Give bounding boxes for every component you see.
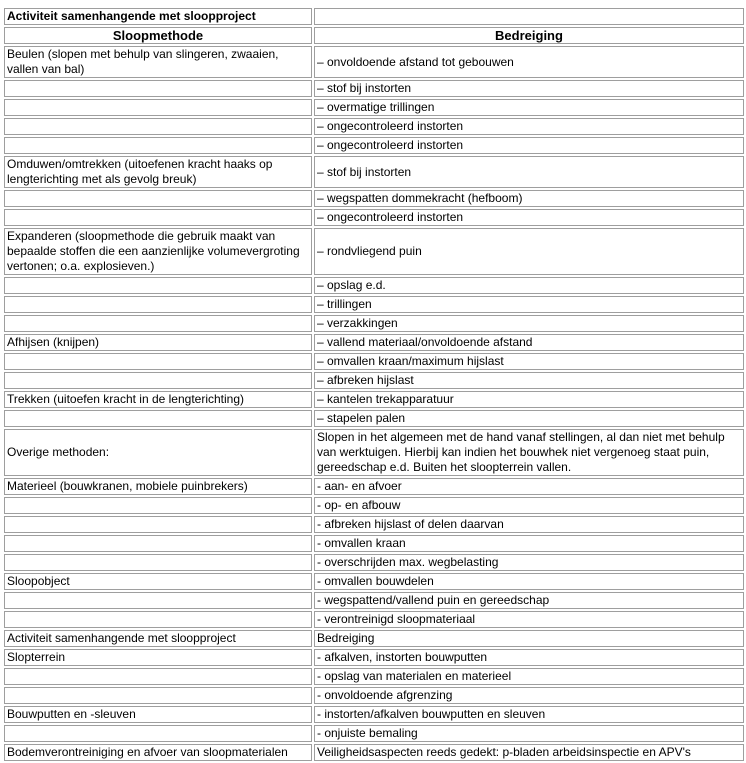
threat-cell: – wegspatten dommekracht (hefboom) — [314, 190, 744, 207]
table-row — [4, 592, 744, 609]
threat-cell: – ongecontroleerd instorten — [314, 209, 744, 226]
activity-cell — [4, 592, 312, 609]
table-row — [4, 554, 744, 571]
threat-cell: - onvoldoende afgrenzing — [314, 687, 744, 704]
threat-cell: - omvallen bouwdelen — [314, 573, 744, 590]
activity-cell — [4, 497, 312, 514]
activity-cell — [4, 353, 312, 370]
table-row — [4, 209, 744, 226]
table-row — [4, 611, 744, 628]
threat-cell: – afbreken hijslast — [314, 372, 744, 389]
title-empty-cell — [314, 8, 744, 25]
activity-cell — [4, 296, 312, 313]
threat-cell: - afbreken hijslast of delen daarvan — [314, 516, 744, 533]
activity-cell — [4, 372, 312, 389]
threat-cell: – omvallen kraan/maximum hijslast — [314, 353, 744, 370]
activity-cell: Trekken (uitoefen kracht in de lengterichting) — [4, 391, 312, 408]
table-row — [4, 334, 744, 351]
activity-cell — [4, 516, 312, 533]
table-row — [4, 478, 744, 495]
activity-cell — [4, 611, 312, 628]
table-row — [4, 516, 744, 533]
table-row — [4, 99, 744, 116]
activity-cell — [4, 668, 312, 685]
table-row — [4, 46, 744, 78]
activity-cell — [4, 410, 312, 427]
threat-cell: – vallend materiaal/onvoldoende afstand — [314, 334, 744, 351]
column-header-sloopmethode: Sloopmethode — [4, 27, 312, 44]
activity-cell — [4, 190, 312, 207]
table-row — [4, 744, 744, 761]
table-row — [4, 190, 744, 207]
table-row — [4, 497, 744, 514]
activity-cell — [4, 80, 312, 97]
table-title: Activiteit samenhangende met sloopproject — [4, 8, 312, 25]
table-row — [4, 372, 744, 389]
table-row — [4, 429, 744, 476]
table-row — [4, 410, 744, 427]
threat-cell: - opslag van materialen en materieel — [314, 668, 744, 685]
threat-cell: – stof bij instorten — [314, 80, 744, 97]
activity-cell: Activiteit samenhangende met sloopproject — [4, 630, 312, 647]
table-row — [4, 706, 744, 723]
threat-cell: – ongecontroleerd instorten — [314, 118, 744, 135]
table-row — [4, 137, 744, 154]
threat-cell: - afkalven, instorten bouwputten — [314, 649, 744, 666]
threat-cell: – verzakkingen — [314, 315, 744, 332]
activity-cell: Beulen (slopen met behulp van slingeren, zwaaien, vallen van bal) — [4, 46, 312, 78]
threat-cell: – onvoldoende afstand tot gebouwen — [314, 46, 744, 78]
activity-cell — [4, 535, 312, 552]
threat-cell: – rondvliegend puin — [314, 228, 744, 275]
table-row — [4, 80, 744, 97]
table-row — [4, 391, 744, 408]
table-row — [4, 687, 744, 704]
table-row — [4, 630, 744, 647]
table-row — [4, 118, 744, 135]
table-row — [4, 668, 744, 685]
activity-cell — [4, 315, 312, 332]
activity-cell — [4, 118, 312, 135]
threat-cell: – trillingen — [314, 296, 744, 313]
threat-cell: - verontreinigd sloopmateriaal — [314, 611, 744, 628]
activity-cell — [4, 209, 312, 226]
table-row — [4, 353, 744, 370]
threat-cell: – overmatige trillingen — [314, 99, 744, 116]
table-row — [4, 296, 744, 313]
activity-cell: Bodemverontreiniging en afvoer van sloopmaterialen — [4, 744, 312, 761]
threat-cell: – stof bij instorten — [314, 156, 744, 188]
threat-cell: Bedreiging — [314, 630, 744, 647]
column-header-bedreiging: Bedreiging — [314, 27, 744, 44]
activity-cell — [4, 725, 312, 742]
activity-cell: Slopterrein — [4, 649, 312, 666]
table-row — [4, 156, 744, 188]
activity-cell — [4, 687, 312, 704]
activity-cell: Overige methoden: — [4, 429, 312, 476]
activity-cell: Materieel (bouwkranen, mobiele puinbrekers) — [4, 478, 312, 495]
threat-cell: Slopen in het algemeen met de hand vanaf stellingen, al dan niet met behulp van werktuigen. Hierbij kan indien het bouwhek niet vergenoeg staat puin, gereedschap e.d. Buiten het sloopterrein vallen. — [314, 429, 744, 476]
activity-cell: Sloopobject — [4, 573, 312, 590]
activity-cell: Expanderen (sloopmethode die gebruik maakt van bepaalde stoffen die een aanzienlijke volumevergroting vertonen; o.a. explosieven.) — [4, 228, 312, 275]
table-row — [4, 535, 744, 552]
header-row — [4, 27, 744, 44]
threat-cell: - overschrijden max. wegbelasting — [314, 554, 744, 571]
threat-cell: - omvallen kraan — [314, 535, 744, 552]
activity-cell — [4, 137, 312, 154]
activity-cell — [4, 554, 312, 571]
table-row — [4, 228, 744, 275]
table-row — [4, 649, 744, 666]
table-row — [4, 277, 744, 294]
table-row — [4, 315, 744, 332]
activity-cell — [4, 277, 312, 294]
activity-cell: Bouwputten en -sleuven — [4, 706, 312, 723]
activity-cell: Omduwen/omtrekken (uitoefenen kracht haaks op lengterichting met als gevolg breuk) — [4, 156, 312, 188]
activity-cell — [4, 99, 312, 116]
threat-cell: - wegspattend/vallend puin en gereedschap — [314, 592, 744, 609]
threat-cell: - onjuiste bemaling — [314, 725, 744, 742]
threat-cell: Veiligheidsaspecten reeds gedekt: p-bladen arbeidsinspectie en APV's — [314, 744, 744, 761]
table-row — [4, 573, 744, 590]
table-row — [4, 725, 744, 742]
risk-table — [2, 6, 746, 763]
threat-cell: - instorten/afkalven bouwputten en sleuven — [314, 706, 744, 723]
threat-cell: – kantelen trekapparatuur — [314, 391, 744, 408]
threat-cell: – opslag e.d. — [314, 277, 744, 294]
threat-cell: – stapelen palen — [314, 410, 744, 427]
threat-cell: - aan- en afvoer — [314, 478, 744, 495]
activity-cell: Afhijsen (knijpen) — [4, 334, 312, 351]
threat-cell: - op- en afbouw — [314, 497, 744, 514]
title-row — [4, 8, 744, 25]
threat-cell: – ongecontroleerd instorten — [314, 137, 744, 154]
